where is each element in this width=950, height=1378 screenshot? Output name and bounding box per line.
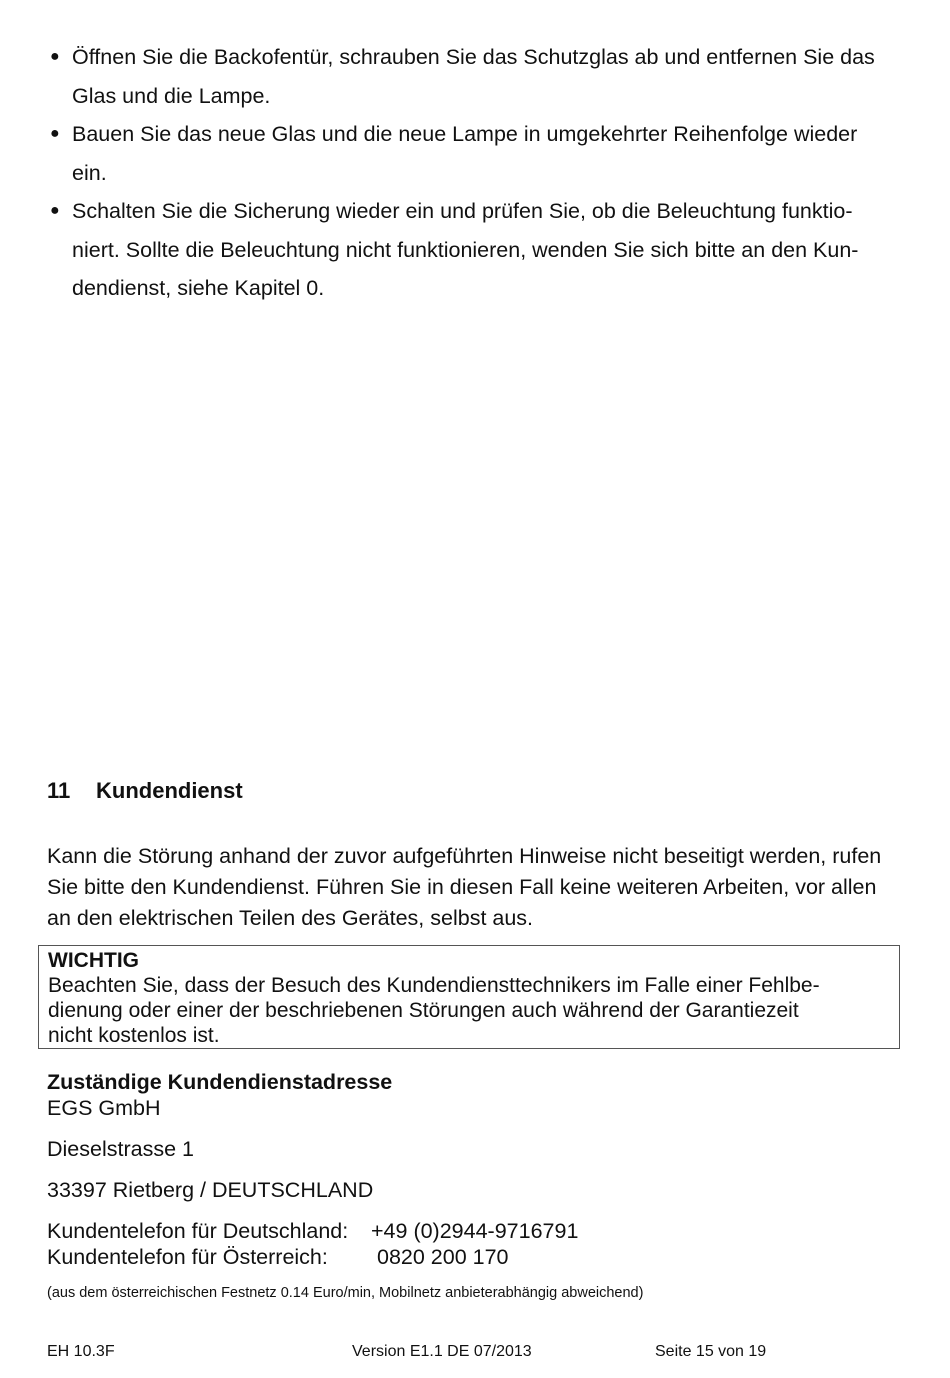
address-heading: Zuständige Kundendienstadresse xyxy=(47,1070,393,1094)
list-item: ● Schalten Sie die Sicherung wieder ein und prüfen Sie, ob die Beleuchtung funktio- niert. Sollte die Beleuchtung nicht funktionieren, wenden Sie sich bitte an den Kun- dendienst, siehe Kapitel 0. xyxy=(46,192,926,308)
bullet-dot-icon: ● xyxy=(50,48,60,65)
list-item: ● Bauen Sie das neue Glas und die neue Lampe in umgekehrter Reihenfolge wieder ein. xyxy=(46,115,926,192)
footer-model: EH 10.3F xyxy=(47,1343,115,1360)
company-name: EGS GmbH xyxy=(47,1096,161,1120)
intro-paragraph: Kann die Störung anhand der zuvor aufgeführten Hinweise nicht beseitigt werden, rufen Sie bitte den Kundendienst. Führen Sie in diesen Fall keine weiteren Arbeiten, vor allen an den elektrischen Teilen des Gerätes, selbst aus. xyxy=(47,844,882,930)
city: 33397 Rietberg / DEUTSCHLAND xyxy=(47,1178,374,1202)
list-item: ● Öffnen Sie die Backofentür, schrauben Sie das Schutzglas ab und entfernen Sie das Glas und die Lampe. xyxy=(46,38,926,115)
section-title: Kundendienst xyxy=(96,778,243,803)
footer-version: Version E1.1 DE 07/2013 xyxy=(352,1343,532,1360)
phone-de-number: +49 (0)2944-9716791 xyxy=(371,1219,579,1243)
street: Dieselstrasse 1 xyxy=(47,1137,194,1161)
section-heading xyxy=(47,778,243,804)
bullet-list xyxy=(46,38,926,308)
notice-title: WICHTIG xyxy=(48,949,139,972)
bullet-dot-icon: ● xyxy=(50,202,60,219)
phone-at-number: 0820 200 170 xyxy=(377,1245,509,1269)
footer-page: Seite 15 von 19 xyxy=(655,1343,767,1360)
tariff-note: (aus dem österreichischen Festnetz 0.14 Euro/min, Mobilnetz anbieterabhängig abweichend) xyxy=(47,1285,644,1301)
important-notice-box xyxy=(38,945,900,1049)
phone-de-label: Kundentelefon für Deutschland: xyxy=(47,1219,349,1243)
notice-line: dienung oder einer der beschriebenen Störungen auch während der Garantiezeit xyxy=(48,999,799,1022)
notice-line: Beachten Sie, dass der Besuch des Kundendiensttechnikers im Falle einer Fehlbe- xyxy=(48,974,820,997)
section-number: 11 xyxy=(47,778,71,803)
bullet-dot-icon: ● xyxy=(50,125,60,142)
phone-at-label: Kundentelefon für Österreich: xyxy=(47,1245,328,1269)
notice-line: nicht kostenlos ist. xyxy=(48,1024,220,1047)
